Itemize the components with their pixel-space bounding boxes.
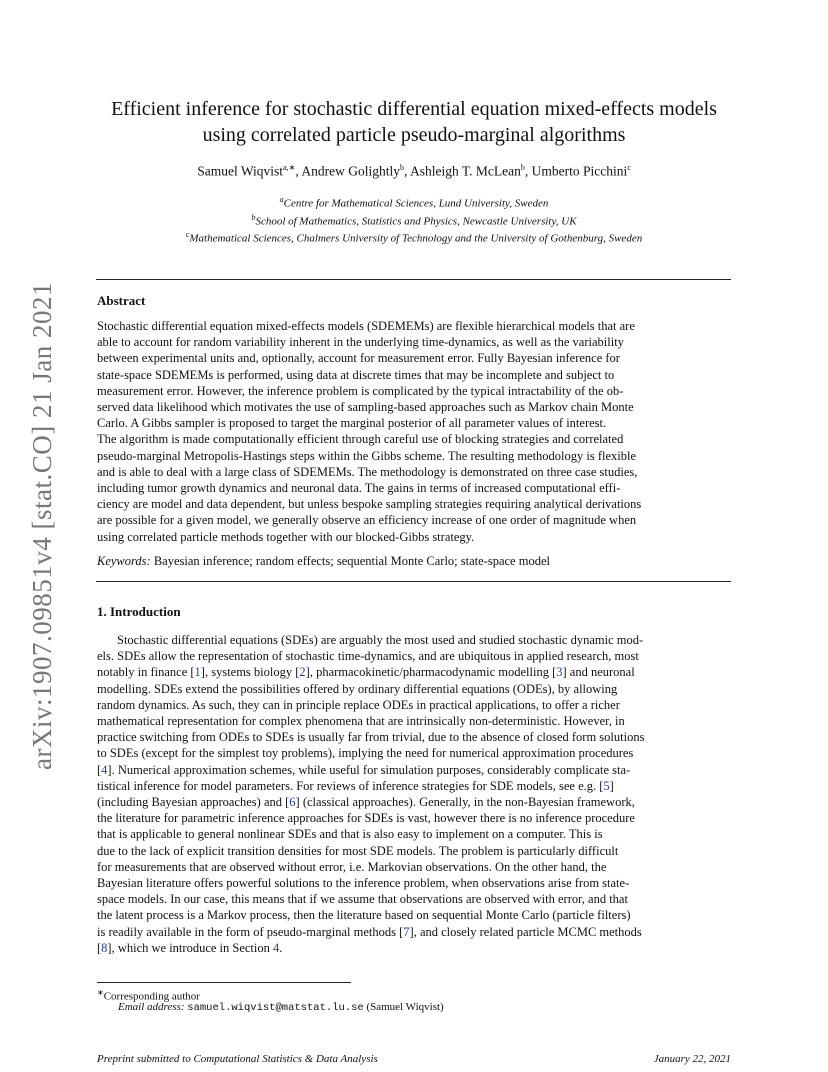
intro-line: is readily available in the form of pseudo-marginal methods [7], and closely related particle MCMC methods (97, 924, 642, 939)
affiliation-text: Centre for Mathematical Sciences, Lund University, Sweden (283, 197, 549, 210)
footnote-mark: ∗ (97, 988, 104, 997)
footer-journal: Preprint submitted to Computational Statistics & Data Analysis (97, 1053, 378, 1065)
paper-title (60, 96, 768, 148)
intro-line: that is applicable to general nonlinear SDEs and that is also easy to implement on a computer. This is (97, 827, 603, 842)
section-link[interactable]: 4 (273, 940, 280, 955)
abstract-heading: Abstract (97, 293, 146, 308)
abstract-line: ciency are model and data dependent, but unless bespoke sampling strategies requiring analytical derivations (97, 497, 642, 512)
abstract-line: between experimental units and, optionally, account for measurement error. Fully Bayesian inference for (97, 351, 620, 366)
citation-link[interactable]: 1 (194, 665, 201, 680)
citation-link[interactable]: 7 (403, 924, 410, 939)
abstract-line: using correlated particle methods together with our blocked-Gibbs strategy. (97, 529, 475, 544)
email-owner: (Samuel Wiqvist) (366, 1001, 444, 1013)
abstract-line: measurement error. However, the inference problem is complicated by the typical intractability of the ob- (97, 383, 624, 398)
abstract-line: Carlo. A Gibbs sampler is proposed to target the marginal posterior of all parameter values of interest. (97, 416, 607, 431)
affiliation-text: Mathematical Sciences, Chalmers University of Technology and the University of Gothenburg, Sweden (189, 232, 643, 245)
keywords-text: Bayesian inference; random effects; sequential Monte Carlo; state-space model (153, 554, 550, 568)
intro-line: random dynamics. As such, they can in principle replace ODEs in practical applications, to offer a richer (97, 697, 620, 712)
author-affiliation-mark: c (627, 163, 631, 172)
intro-line: Bayesian literature offers powerful solutions to the inference problem, when observations arise from state- (97, 876, 630, 891)
intro-line: the latent process is a Markov process, then the literature based on sequential Monte Carlo (particle filters) (97, 908, 631, 923)
affiliation-text: School of Mathematics, Statistics and Physics, Newcastle University, UK (255, 215, 577, 228)
abstract-top-rule (96, 279, 731, 280)
author-affiliation-mark: b (520, 163, 525, 172)
intro-line: practice switching from ODEs to SDEs is usually far from trivial, due to the absence of closed form solutions (97, 730, 645, 745)
author-affiliation-mark: b (399, 163, 404, 172)
intro-line: els. SDEs allow the representation of stochastic time-dynamics, and are ubiquitous in applied research, most (97, 649, 639, 664)
intro-line: tistical inference for model parameters. For reviews of inference strategies for SDE models, see e.g. [5] (97, 778, 614, 793)
intro-line: to SDEs (except for the simplest toy problems), implying the need for numerical approximation procedures (97, 746, 634, 761)
abstract-line: The algorithm is made computationally efficient through careful use of blocking strategies and correlated (97, 432, 624, 447)
affiliation-line (60, 193, 768, 211)
intro-line: [4]. Numerical approximation schemes, while useful for simulation purposes, considerably complicate sta- (97, 762, 631, 777)
keywords-label: Keywords: (97, 554, 151, 568)
abstract-bottom-rule (96, 581, 731, 582)
citation-link[interactable]: 5 (603, 778, 610, 793)
intro-line: the literature for parametric inference approaches for SDEs is vast, however there is no inference procedure (97, 811, 635, 826)
email-label: Email address: (118, 1001, 185, 1013)
citation-link[interactable]: 4 (101, 762, 108, 777)
author-list: Samuel Wiqvist$^{a,∗}$, Andrew Golightly$^b$, Ashleigh T. McLean$^b$, Umberto Picchini$^c$ (197, 163, 631, 179)
abstract-line: pseudo-marginal Metropolis-Hastings steps within the Gibbs scheme. The resulting methodology is flexible (97, 448, 637, 463)
title-line-2: using correlated particle pseudo-marginal algorithms (202, 124, 626, 146)
abstract-line: able to account for random variability inherent in the underlying time-dynamics, as well as the variability (97, 335, 624, 350)
intro-line: (including Bayesian approaches) and [6] (classical approaches). Generally, in the non-Bayesian framework, (97, 795, 635, 810)
intro-line: [8], which we introduce in Section 4. (97, 940, 283, 955)
introduction-body (97, 632, 731, 956)
abstract-line: Stochastic differential equation mixed-effects models (SDEMEMs) are flexible hierarchical models that are (97, 319, 635, 333)
citation-link[interactable]: 2 (299, 665, 306, 680)
citation-link[interactable]: 6 (289, 795, 296, 810)
keywords (97, 554, 550, 569)
section-heading: 1. Introduction (97, 604, 181, 619)
intro-line: for measurements that are observed without error, i.e. Markovian observations. On the other hand, the (97, 859, 607, 874)
intro-line: Stochastic differential equations (SDEs) are arguably the most used and studied stochastic dynamic mod- (117, 633, 644, 647)
citation-link[interactable]: 8 (101, 940, 108, 955)
author-affiliation-mark: a,∗ (283, 163, 296, 172)
intro-line: space models. In our case, this means that if we assume that observations are observed with error, and that (97, 892, 628, 907)
author-name: Ashleigh T. McLean (409, 163, 521, 179)
author-name: Andrew Golightly (301, 163, 400, 179)
author-name: Umberto Picchini (531, 163, 628, 179)
arxiv-identifier: arXiv:1907.09851v4 [stat.CO] 21 Jan 2021 (27, 282, 57, 770)
footnote-text: Corresponding author (103, 990, 200, 1003)
affiliation-mark: c (185, 230, 190, 240)
intro-line: modelling. SDEs extend the possibilities offered by ordinary differential equations (ODEs), by allowing (97, 681, 618, 696)
affiliation-mark: b (251, 212, 256, 222)
abstract-line: served data likelihood which motivates the use of sampling-based approaches such as Markov chain Monte (97, 400, 634, 415)
intro-line: notably in finance [1], systems biology [2], pharmacokinetic/pharmacodynamic modelling [3] and neuronal (97, 665, 635, 680)
author-name: Samuel Wiqvist (197, 163, 284, 179)
citation-link[interactable]: 3 (556, 665, 563, 680)
footer-date: January 22, 2021 (653, 1053, 731, 1065)
title-line-1: Efficient inference for stochastic differential equation mixed-effects models (111, 98, 717, 120)
affiliations (60, 193, 768, 246)
footnote-rule (97, 982, 351, 983)
footnote-email (118, 1001, 752, 1014)
affiliation-mark: a (279, 195, 284, 204)
abstract-line: and is able to deal with a large class of SDEMEMs. The methodology is demonstrated on three case studies, (97, 464, 638, 479)
abstract-line: including tumor growth dynamics and neuronal data. The gains in terms of increased computational effi- (97, 481, 621, 496)
email-address[interactable]: samuel.wiqvist@matstat.lu.se (187, 1002, 364, 1014)
abstract-body (97, 318, 731, 545)
intro-line: mathematical representation for complex phenomena that are intrinsically non-deterministic. However, in (97, 714, 625, 729)
intro-line: due to the lack of explicit transition densities for most SDE models. The problem is particularly difficult (97, 843, 619, 858)
abstract-line: state-space SDEMEMs is performed, using data at discrete times that may be incomplete and subject to (97, 367, 615, 382)
abstract-line: are possible for a given model, we generally observe an efficiency increase of one order of magnitude when (97, 513, 637, 528)
affiliation-line (60, 228, 768, 246)
affiliation-line (60, 211, 768, 229)
